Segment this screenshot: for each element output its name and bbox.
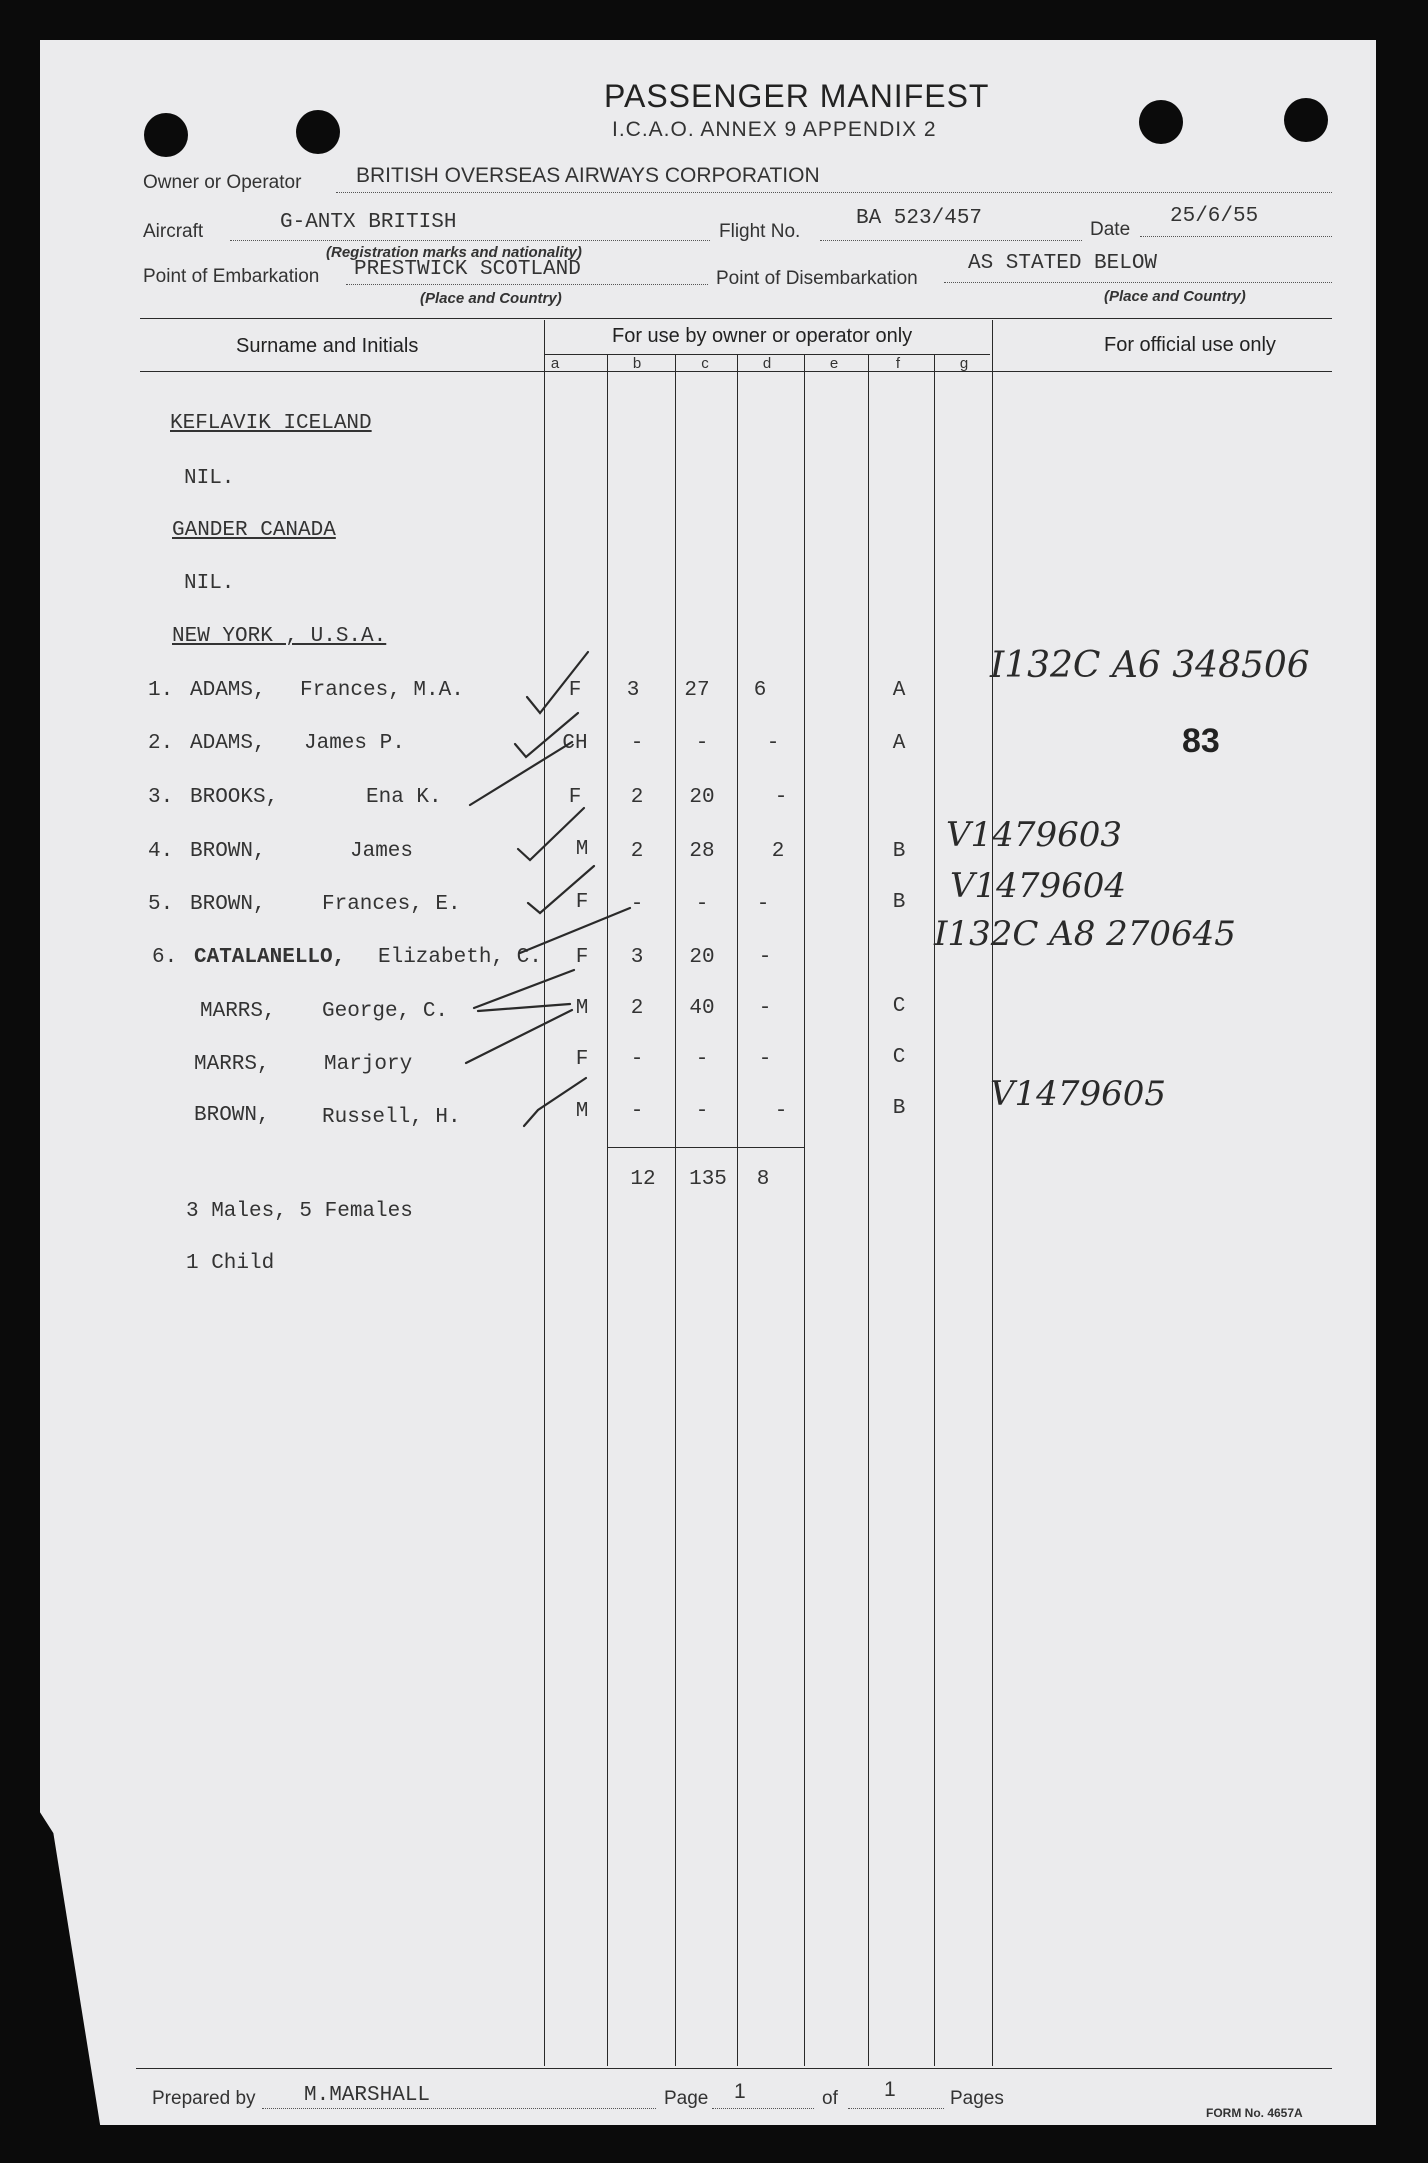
row-number: 2. — [148, 732, 174, 755]
surname-header: Surname and Initials — [236, 335, 419, 357]
col-b-cell: 3 — [630, 946, 644, 969]
passenger-given-names: Russell, H. — [322, 1106, 461, 1129]
pages-label: Pages — [950, 2088, 1004, 2109]
official-use-header: For official use only — [1104, 334, 1276, 356]
official-annotation: I132C A6 348506 — [990, 645, 1310, 686]
col-f-cell: B — [892, 840, 906, 863]
col-f-cell: A — [892, 732, 906, 755]
col-e-header: e — [829, 355, 839, 372]
total-d: 8 — [756, 1168, 770, 1191]
page-title: PASSENGER MANIFEST — [604, 78, 990, 114]
summary-child-count: 1 Child — [186, 1252, 275, 1275]
punch-hole-3 — [1139, 100, 1183, 144]
punch-hole-4 — [1284, 98, 1328, 142]
row-number: 6. — [152, 946, 178, 969]
sex-cell: F — [568, 786, 582, 809]
sex-cell: M — [575, 1100, 589, 1123]
col-d-cell: - — [756, 893, 770, 916]
passenger-surname: MARRS, — [200, 1000, 276, 1023]
passenger-surname: ADAMS, — [190, 679, 266, 702]
col-c-cell: - — [695, 893, 709, 916]
col-c-cell: 28 — [689, 840, 715, 863]
col-f-cell: B — [892, 891, 906, 914]
page-subtitle: I.C.A.O. ANNEX 9 APPENDIX 2 — [612, 118, 937, 141]
total-pages: 1 — [884, 2078, 896, 2101]
col-a-header: a — [550, 355, 560, 372]
col-f-cell: C — [892, 995, 906, 1018]
owner-value: BRITISH OVERSEAS AIRWAYS CORPORATION — [356, 164, 820, 187]
owner-use-header: For use by owner or operator only — [612, 325, 913, 347]
passenger-surname: CATALANELLO, — [194, 946, 346, 969]
col-b-cell: 2 — [630, 786, 644, 809]
row-number: 5. — [148, 893, 174, 916]
col-f-cell: C — [892, 1046, 906, 1069]
col-f-header: f — [895, 355, 901, 372]
sex-cell: M — [575, 997, 589, 1020]
prepared-by-value: M.MARSHALL — [304, 2084, 431, 2107]
official-annotation: I132C A8 270645 — [934, 914, 1236, 954]
aircraft-caption: (Registration marks and nationality) — [326, 244, 582, 261]
col-b-cell: - — [630, 732, 644, 755]
sex-cell: CH — [562, 732, 588, 755]
passenger-given-names: Frances, E. — [322, 893, 461, 916]
of-label: of — [822, 2088, 838, 2109]
official-annotation: V1479605 — [990, 1074, 1166, 1114]
col-c-cell: - — [695, 1048, 709, 1071]
passenger-given-names: George, C. — [322, 1000, 449, 1023]
aircraft-label: Aircraft — [143, 221, 204, 242]
total-c: 135 — [689, 1168, 727, 1191]
passenger-surname: BROWN, — [190, 840, 266, 863]
official-annotation: 83 — [1182, 722, 1220, 760]
destination-1-note: NIL. — [184, 467, 235, 490]
embark-value: PRESTWICK SCOTLAND — [354, 258, 581, 281]
passenger-given-names: James — [350, 840, 414, 863]
flight-label: Flight No. — [719, 221, 801, 242]
col-c-cell: 20 — [689, 946, 715, 969]
col-d-cell: 2 — [771, 840, 785, 863]
col-d-cell: - — [758, 1048, 772, 1071]
official-annotation: V1479604 — [950, 866, 1126, 906]
col-d-cell: - — [758, 946, 772, 969]
row-number: 3. — [148, 786, 174, 809]
sex-cell: F — [568, 679, 582, 702]
col-b-cell: - — [630, 893, 644, 916]
col-g-header: g — [959, 355, 969, 372]
row-number: 1. — [148, 679, 174, 702]
passenger-surname: MARRS, — [194, 1053, 270, 1076]
disembark-value: AS STATED BELOW — [968, 252, 1158, 275]
embark-label: Point of Embarkation — [143, 266, 320, 287]
sex-cell: F — [575, 1048, 589, 1071]
passenger-surname: ADAMS, — [190, 732, 266, 755]
col-d-cell: - — [774, 1100, 788, 1123]
embark-caption: (Place and Country) — [420, 290, 562, 307]
passenger-given-names: Elizabeth, C. — [378, 946, 542, 969]
page-label: Page — [664, 2088, 709, 2109]
sex-cell: F — [575, 946, 589, 969]
passenger-given-names: James P. — [304, 732, 405, 755]
col-c-cell: 20 — [689, 786, 715, 809]
col-d-cell: - — [766, 732, 780, 755]
official-annotation: V1479603 — [946, 815, 1122, 855]
sex-cell: F — [575, 891, 589, 914]
owner-label: Owner or Operator — [143, 172, 302, 193]
destination-1: KEFLAVIK ICELAND — [170, 412, 372, 435]
col-b-cell: 2 — [630, 997, 644, 1020]
col-f-cell: A — [892, 679, 906, 702]
form-number: FORM No. 4657A — [1206, 2106, 1303, 2120]
destination-2: GANDER CANADA — [172, 519, 336, 542]
punch-hole-2 — [296, 110, 340, 154]
col-d-cell: - — [774, 786, 788, 809]
total-b: 12 — [630, 1168, 656, 1191]
destination-2-note: NIL. — [184, 572, 235, 595]
col-f-cell: B — [892, 1097, 906, 1120]
col-b-cell: 2 — [630, 840, 644, 863]
flight-value: BA 523/457 — [856, 207, 983, 230]
passenger-given-names: Frances, M.A. — [300, 679, 464, 702]
row-number: 4. — [148, 840, 174, 863]
col-c-cell: 40 — [689, 997, 715, 1020]
col-d-header: d — [762, 355, 772, 372]
passenger-surname: BROOKS, — [190, 786, 279, 809]
sex-cell: M — [575, 838, 589, 861]
col-c-header: c — [701, 355, 709, 372]
disembark-label: Point of Disembarkation — [716, 268, 918, 289]
aircraft-value: G-ANTX BRITISH — [280, 211, 457, 234]
col-b-cell: 3 — [626, 679, 640, 702]
col-d-cell: - — [758, 997, 772, 1020]
col-b-cell: - — [630, 1100, 644, 1123]
prepared-by-label: Prepared by — [152, 2088, 256, 2109]
summary-sex-count: 3 Males, 5 Females — [186, 1200, 413, 1223]
disembark-caption: (Place and Country) — [1104, 288, 1246, 305]
punch-hole-1 — [144, 113, 188, 157]
col-c-cell: - — [695, 1100, 709, 1123]
col-b-header: b — [632, 355, 642, 372]
page-number: 1 — [734, 2080, 746, 2103]
destination-3: NEW YORK , U.S.A. — [172, 625, 387, 648]
passenger-surname: BROWN, — [194, 1104, 270, 1127]
passenger-given-names: Marjory — [324, 1053, 413, 1076]
passenger-surname: BROWN, — [190, 893, 266, 916]
date-value: 25/6/55 — [1170, 205, 1259, 228]
col-b-cell: - — [630, 1048, 644, 1071]
col-c-cell: 27 — [684, 679, 710, 702]
col-c-cell: - — [695, 732, 709, 755]
passenger-given-names: Ena K. — [366, 786, 442, 809]
col-d-cell: 6 — [753, 679, 767, 702]
date-label: Date — [1090, 219, 1131, 240]
